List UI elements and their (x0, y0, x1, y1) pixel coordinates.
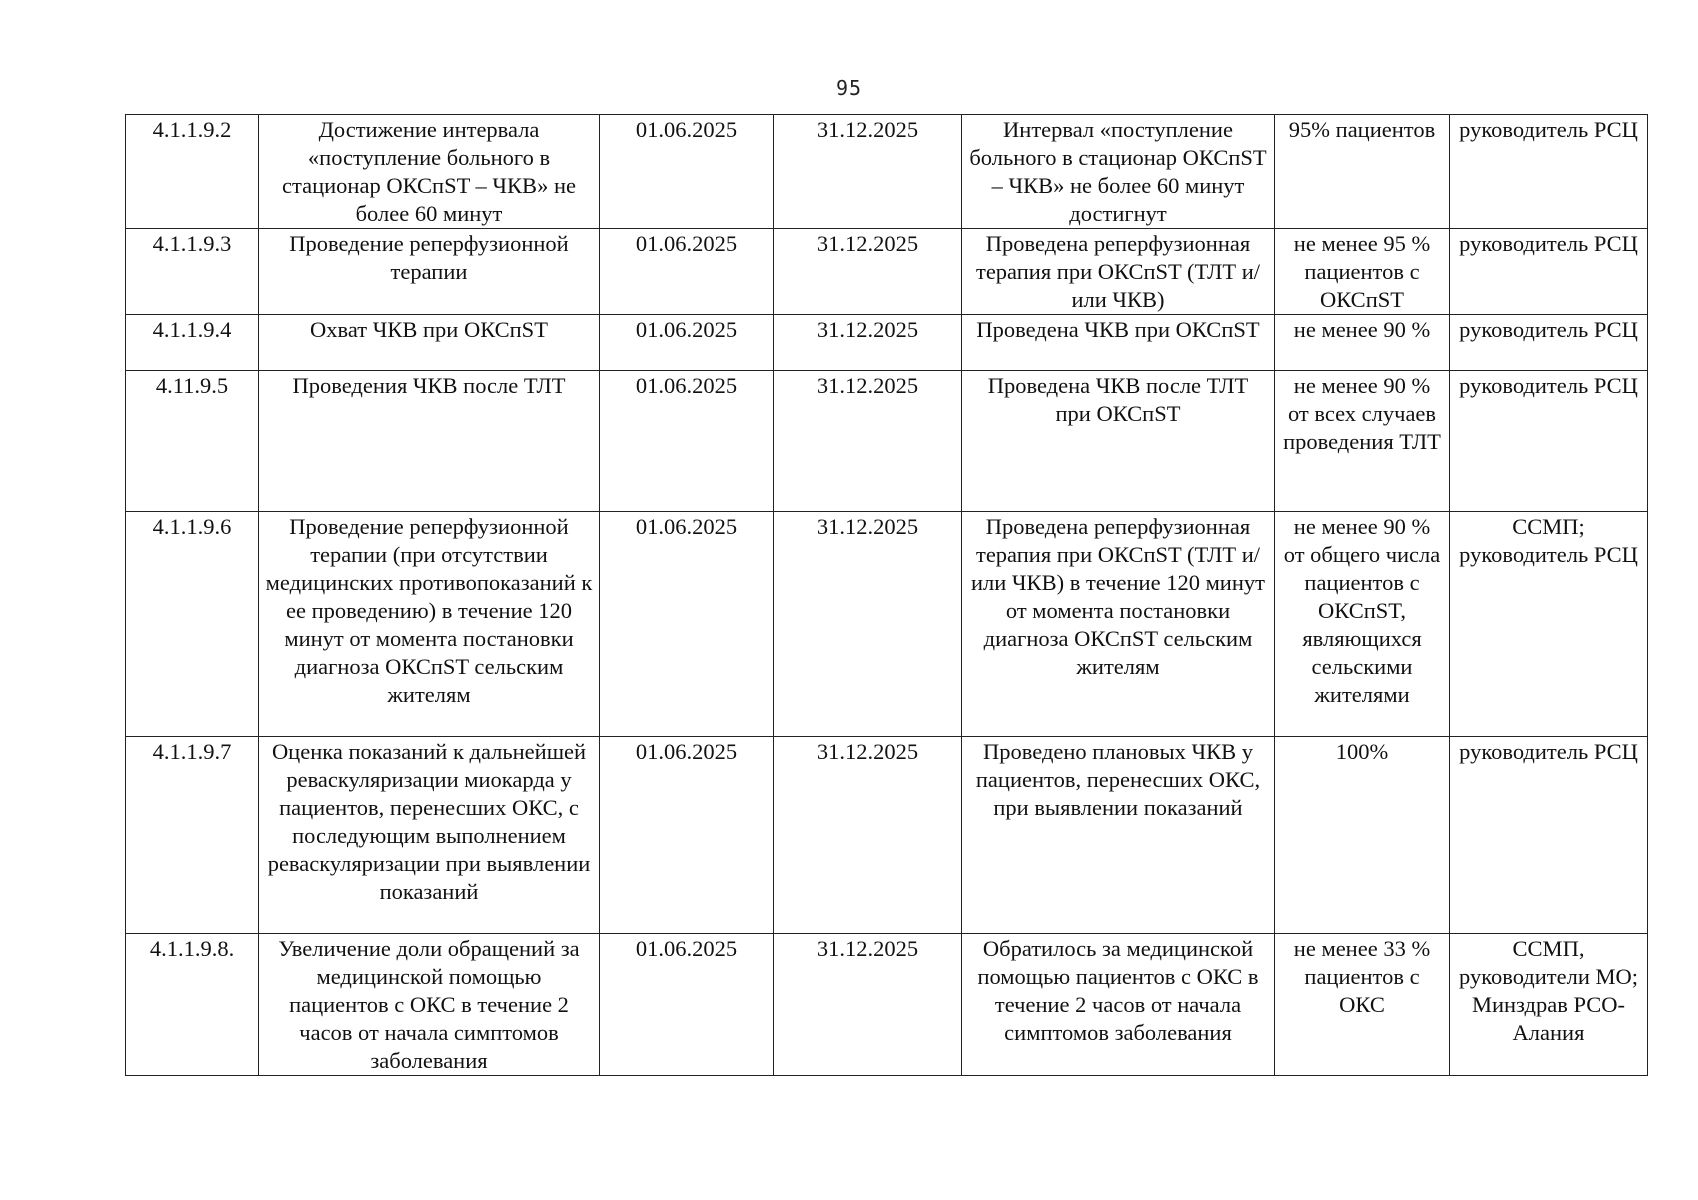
cell-responsible: руководитель РСЦ (1450, 315, 1648, 371)
cell-number: 4.1.1.9.7 (126, 737, 259, 934)
cell-end-date: 31.12.2025 (774, 934, 962, 1076)
cell-number: 4.1.1.9.3 (126, 229, 259, 315)
cell-number: 4.1.1.9.8. (126, 934, 259, 1076)
table-row (126, 737, 1648, 934)
cell-indicator: не менее 90 % от общего числа пациентов с ОКСпST, являющихся сельскими жителями (1275, 512, 1450, 737)
table-row (126, 315, 1648, 371)
cell-event: Увеличение доли обращений за медицинской помощью пациентов с ОКС в течение 2 часов от начала симптомов заболевания (259, 934, 600, 1076)
cell-end-date: 31.12.2025 (774, 315, 962, 371)
cell-result: Интервал «поступление больного в стационар ОКСпST – ЧКВ» не более 60 минут достигнут (962, 115, 1275, 229)
cell-end-date: 31.12.2025 (774, 512, 962, 737)
cell-number: 4.1.1.9.4 (126, 315, 259, 371)
cell-end-date: 31.12.2025 (774, 229, 962, 315)
cell-responsible: ССМП; руководитель РСЦ (1450, 512, 1648, 737)
table-row (126, 229, 1648, 315)
table-body (126, 115, 1648, 1076)
cell-event: Проведение реперфузионной терапии (259, 229, 600, 315)
cell-start-date: 01.06.2025 (600, 737, 774, 934)
table-row (126, 371, 1648, 512)
cell-indicator: не менее 95 % пациентов с ОКСпST (1275, 229, 1450, 315)
cell-indicator: не менее 90 % от всех случаев проведения ТЛТ (1275, 371, 1450, 512)
cell-result: Проведена реперфузионная терапия при ОКСпST (ТЛТ и/или ЧКВ) (962, 229, 1275, 315)
cell-event: Оценка показаний к дальнейшей реваскуляризации миокарда у пациентов, перенесших ОКС, с последующим выполнением реваскуляризации при выявлении показаний (259, 737, 600, 934)
action-plan-table (125, 114, 1648, 1076)
cell-indicator: 95% пациентов (1275, 115, 1450, 229)
cell-end-date: 31.12.2025 (774, 371, 962, 512)
cell-result: Проведено плановых ЧКВ у пациентов, перенесших ОКС, при выявлении показаний (962, 737, 1275, 934)
cell-responsible: руководитель РСЦ (1450, 115, 1648, 229)
cell-indicator: не менее 90 % (1275, 315, 1450, 371)
cell-responsible: руководитель РСЦ (1450, 229, 1648, 315)
table-row (126, 512, 1648, 737)
cell-event: Проведения ЧКВ после ТЛТ (259, 371, 600, 512)
cell-start-date: 01.06.2025 (600, 229, 774, 315)
table-row (126, 934, 1648, 1076)
cell-end-date: 31.12.2025 (774, 115, 962, 229)
cell-number: 4.11.9.5 (126, 371, 259, 512)
cell-end-date: 31.12.2025 (774, 737, 962, 934)
cell-indicator: 100% (1275, 737, 1450, 934)
cell-event: Проведение реперфузионной терапии (при отсутствии медицинских противопоказаний к ее проведению) в течение 120 минут от момента постановки диагноза ОКСпST сельским жителям (259, 512, 600, 737)
cell-indicator: не менее 33 % пациентов с ОКС (1275, 934, 1450, 1076)
cell-responsible: ССМП, руководители МО; Минздрав РСО-Алания (1450, 934, 1648, 1076)
page-number: 95 (835, 76, 863, 100)
cell-responsible: руководитель РСЦ (1450, 737, 1648, 934)
cell-start-date: 01.06.2025 (600, 371, 774, 512)
cell-number: 4.1.1.9.2 (126, 115, 259, 229)
cell-start-date: 01.06.2025 (600, 315, 774, 371)
cell-result: Проведена ЧКВ после ТЛТ при ОКСпST (962, 371, 1275, 512)
cell-result: Проведена реперфузионная терапия при ОКСпST (ТЛТ и/или ЧКВ) в течение 120 минут от момента постановки диагноза ОКСпST сельским жителям (962, 512, 1275, 737)
table-row (126, 115, 1648, 229)
cell-start-date: 01.06.2025 (600, 934, 774, 1076)
cell-start-date: 01.06.2025 (600, 512, 774, 737)
cell-event: Охват ЧКВ при ОКСпST (259, 315, 600, 371)
cell-event: Достижение интервала «поступление больного в стационар ОКСпST – ЧКВ» не более 60 минут (259, 115, 600, 229)
cell-responsible: руководитель РСЦ (1450, 371, 1648, 512)
cell-start-date: 01.06.2025 (600, 115, 774, 229)
cell-number: 4.1.1.9.6 (126, 512, 259, 737)
cell-result: Проведена ЧКВ при ОКСпST (962, 315, 1275, 371)
cell-result: Обратилось за медицинской помощью пациентов с ОКС в течение 2 часов от начала симптомов заболевания (962, 934, 1275, 1076)
